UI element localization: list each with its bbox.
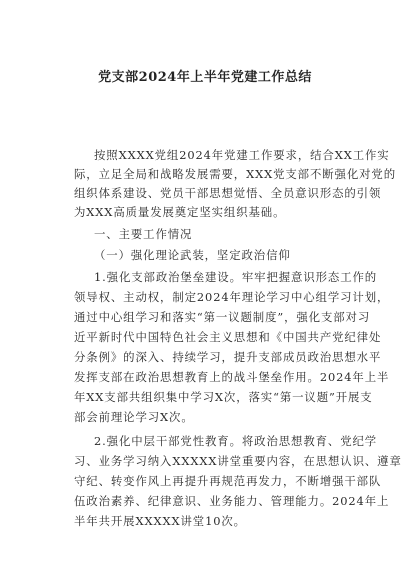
paragraph-line: 习、业务学习纳入XXXXX讲堂重要内容，在思想认识、遵章 <box>74 454 402 468</box>
document-title: 党支部2024年上半年党建工作总结 <box>98 70 312 85</box>
paragraph-line: 通过中心组学习和落实“第一议题制度”，强化支部对习 <box>74 310 371 324</box>
paragraph-line: 际，立足全局和战略发展需要，XXX党支部不断强化对党的 <box>74 167 397 181</box>
paragraph-line: 近平新时代中国特色社会主义思想和《中国共产党纪律处 <box>74 330 382 344</box>
paragraph-line: 半年共开展XXXXX讲堂10次。 <box>74 514 246 528</box>
paragraph-line: 为XXX高质量发展奠定坚实组织基础。 <box>74 205 286 219</box>
paragraph-line: 年XX支部共组织集中学习X次，落实“第一议题”开展支 <box>74 390 373 404</box>
paragraph-line: 1.强化支部政治堡垒建设。牢牢把握意识形态工作的 <box>94 270 378 284</box>
paragraph-line: 2.强化中层干部党性教育。将政治思想教育、党纪学 <box>94 434 378 448</box>
paragraph-line: 组织体系建设、党员干部思想觉悟、全员意识形态的引领 <box>74 186 382 200</box>
paragraph-line: 部会前理论学习X次。 <box>74 410 194 424</box>
paragraph-line: 领导权、主动权，制定2024年理论学习中心组学习计划， <box>74 290 390 304</box>
paragraph-line: 守纪、转变作风上再提升再规范再发力，不断增强干部队 <box>74 474 382 488</box>
subsection-heading: （一）强化理论武装，坚定政治信仰 <box>94 248 291 262</box>
paragraph-line: 伍政治素养、纪律意识、业务能力、管理能力。2024年上 <box>74 494 390 508</box>
paragraph-line: 按照XXXX党组2024年党建工作要求，结合XX工作实 <box>94 148 390 162</box>
paragraph-line: 发挥支部在政治思想教育上的战斗堡垒作用。2024年上半 <box>74 370 390 384</box>
paragraph-line: 分条例》的深入、持续学习，提升支部成员政治思想水平 <box>74 350 382 364</box>
section-heading: 一、主要工作情况 <box>94 227 193 241</box>
